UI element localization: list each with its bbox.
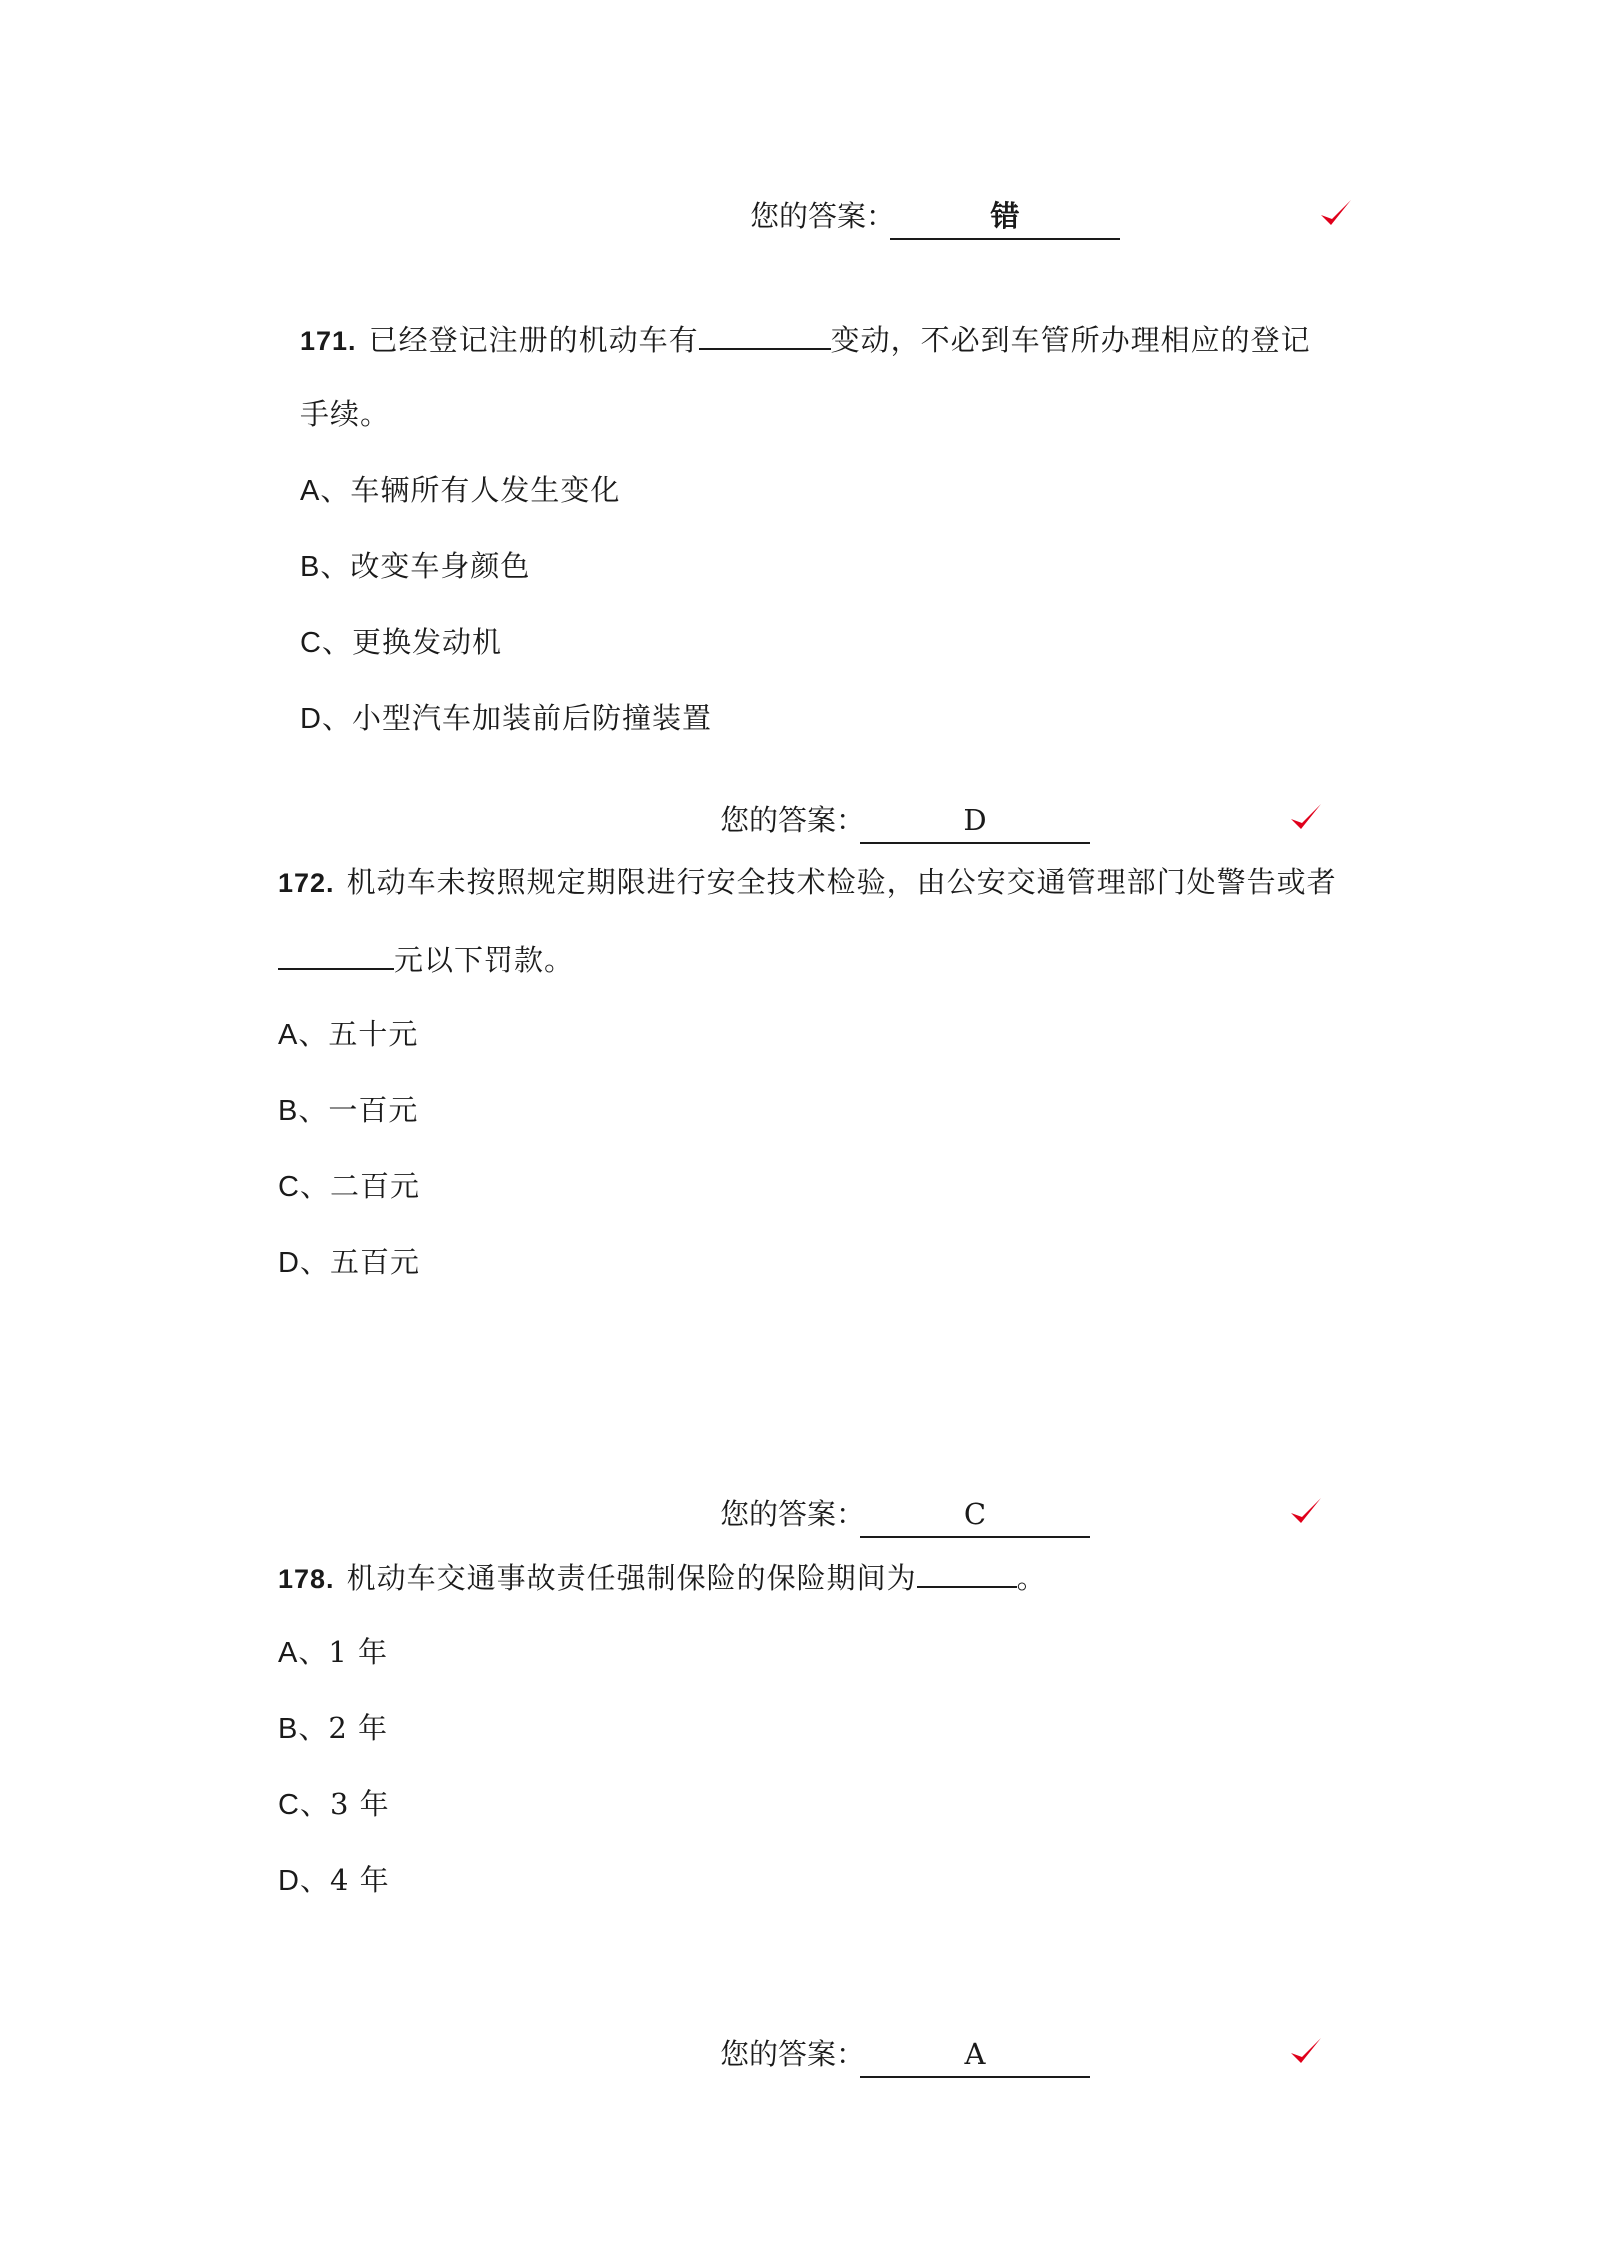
option-letter: C — [278, 1789, 300, 1821]
answer-value: 错 — [890, 196, 1120, 240]
option-text: 、小型汽车加装前后防撞装置 — [321, 701, 712, 735]
option-c — [300, 622, 502, 663]
option-text: 、五十元 — [298, 1017, 419, 1051]
option-b — [278, 1708, 388, 1749]
answer-label: 您的答案： — [750, 199, 896, 233]
option-letter: A — [278, 1637, 299, 1669]
option-text: 、一百元 — [298, 1093, 419, 1127]
checkmark-icon — [1288, 800, 1324, 836]
answer-row-4 — [720, 2034, 1320, 2078]
answer-row-1 — [750, 196, 1350, 240]
question-text-cont: 元以下罚款。 — [394, 943, 575, 977]
answer-value: D — [860, 800, 1090, 844]
question-171-line-1 — [300, 318, 1311, 361]
option-letter: A — [300, 475, 321, 507]
question-text: 机动车未按照规定期限进行安全技术检验，由公安交通管理部门处警告或者 — [346, 865, 1337, 899]
option-letter: B — [278, 1095, 299, 1127]
answer-row-2 — [720, 800, 1320, 844]
option-letter: B — [278, 1713, 299, 1745]
option-text: 、更换发动机 — [321, 625, 502, 659]
question-171-line-2: 手续。 — [300, 397, 391, 431]
option-d — [278, 1242, 420, 1283]
option-letter: D — [278, 1247, 300, 1279]
option-letter: D — [300, 703, 322, 735]
question-178-line-1 — [278, 1556, 1047, 1599]
question-text: 已经登记注册的机动车有 — [368, 323, 699, 357]
question-172-line-2 — [278, 938, 574, 980]
option-a — [278, 1632, 388, 1673]
question-number: 178. — [278, 1564, 335, 1594]
question-text: 机动车交通事故责任强制保险的保险期间为 — [346, 1561, 917, 1595]
option-text: 、二百元 — [299, 1169, 420, 1203]
question-text-cont: 。 — [1016, 1561, 1047, 1595]
answer-label: 您的答案： — [720, 803, 866, 837]
option-b — [278, 1090, 418, 1131]
answer-value: A — [860, 2034, 1090, 2078]
question-text-cont: 变动，不必到车管所办理相应的登记 — [830, 323, 1311, 357]
question-number: 171. — [300, 326, 357, 356]
option-d — [278, 1860, 390, 1901]
question-number: 172. — [278, 868, 335, 898]
option-b — [300, 546, 530, 587]
answer-label: 您的答案： — [720, 2037, 866, 2071]
option-letter: C — [278, 1171, 300, 1203]
option-text: 、2 年 — [298, 1711, 389, 1745]
question-172-line-1 — [278, 862, 1337, 903]
answer-row-3 — [720, 1494, 1320, 1538]
answer-blank — [278, 938, 394, 970]
option-text: 、3 年 — [299, 1787, 390, 1821]
option-text: 、改变车身颜色 — [320, 549, 531, 583]
option-text: 、五百元 — [299, 1245, 420, 1279]
option-d — [300, 698, 712, 739]
option-text: 、1 年 — [298, 1635, 389, 1669]
option-text: 、车辆所有人发生变化 — [320, 473, 621, 507]
checkmark-icon — [1288, 1494, 1324, 1530]
answer-value: C — [860, 1494, 1090, 1538]
option-letter: A — [278, 1019, 299, 1051]
option-c — [278, 1166, 420, 1207]
option-letter: B — [300, 551, 321, 583]
option-letter: C — [300, 627, 322, 659]
option-text: 、4 年 — [299, 1863, 390, 1897]
option-a — [278, 1014, 418, 1055]
option-c — [278, 1784, 390, 1825]
answer-label: 您的答案： — [720, 1497, 866, 1531]
answer-blank — [699, 318, 831, 350]
option-a — [300, 470, 620, 511]
option-letter: D — [278, 1865, 300, 1897]
answer-blank — [917, 1556, 1017, 1588]
checkmark-icon — [1318, 196, 1354, 232]
checkmark-icon — [1288, 2034, 1324, 2070]
